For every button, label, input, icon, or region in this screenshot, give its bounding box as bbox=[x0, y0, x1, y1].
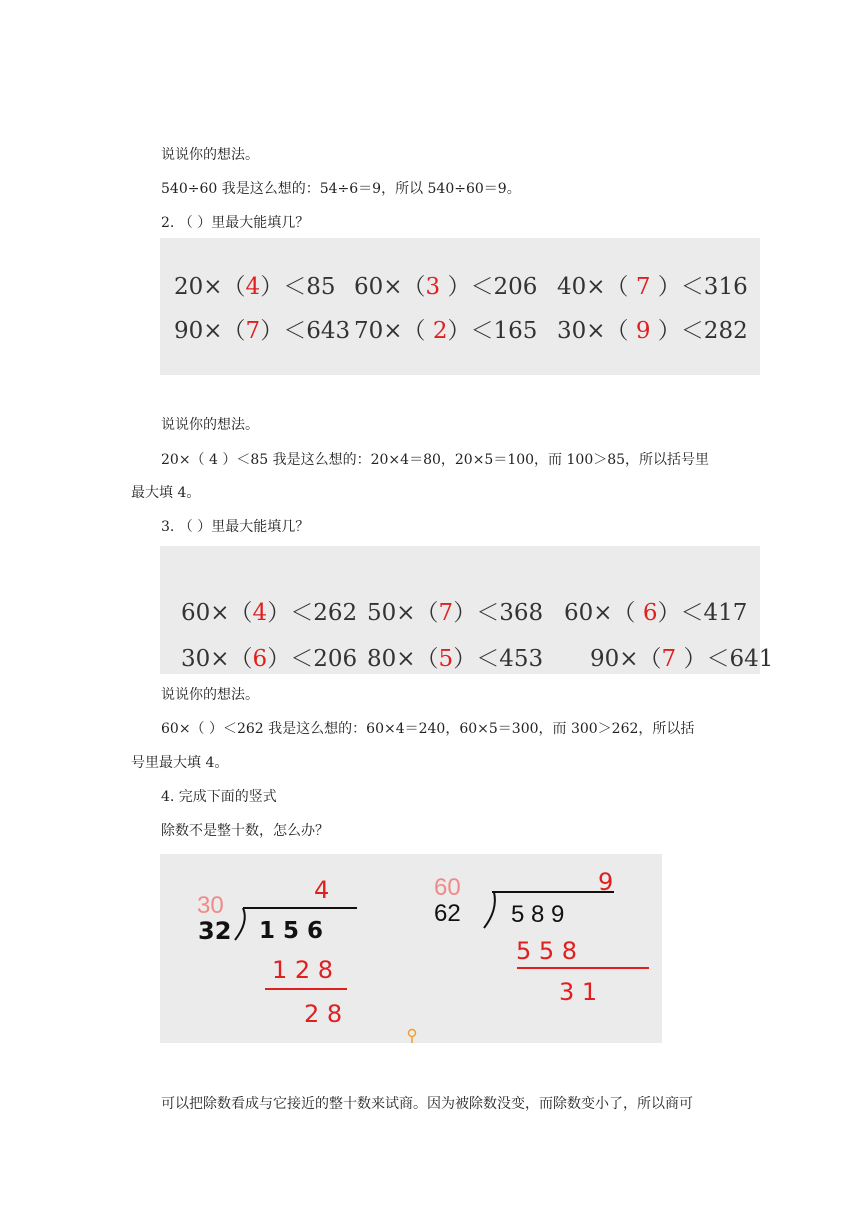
expr-prefix: 70×（ bbox=[354, 318, 433, 344]
expr-prefix: 40×（ bbox=[557, 274, 636, 300]
expr-prefix: 60×（ bbox=[564, 600, 643, 626]
inequality-item bbox=[174, 268, 335, 301]
expr-suffix: ）＜165 bbox=[447, 318, 538, 344]
explanation-text-2a: 20×（ 4 ）＜85 我是这么想的：20×4＝80，20×5＝100，而 100＞85，所以括号里 bbox=[161, 452, 710, 468]
expr-prefix: 80×（ bbox=[367, 646, 439, 672]
inequality-item bbox=[564, 594, 747, 627]
inequality-item bbox=[367, 640, 543, 673]
anchor-marker-icon bbox=[406, 1028, 418, 1044]
expr-suffix: ）＜453 bbox=[453, 646, 544, 672]
partial-product: 1 2 8 bbox=[272, 956, 334, 984]
long-division-box bbox=[160, 854, 662, 1043]
expr-suffix: ）＜641 bbox=[676, 646, 774, 672]
question-2-heading: 2. （ ）里最大能填几？ bbox=[161, 215, 310, 231]
exercise-box-2 bbox=[160, 238, 760, 375]
inequality-item bbox=[557, 268, 748, 301]
expr-prefix: 60×（ bbox=[181, 600, 253, 626]
dividend: 5 8 9 bbox=[511, 901, 565, 928]
answer-digit: 6 bbox=[642, 600, 658, 626]
subtraction-line bbox=[517, 967, 649, 969]
inequality-item bbox=[354, 312, 537, 345]
prompt-text-3: 说说你的想法。 bbox=[161, 687, 259, 703]
prompt-text-2: 说说你的想法。 bbox=[161, 417, 259, 433]
divisor: 62 bbox=[434, 900, 461, 927]
expr-prefix: 90×（ bbox=[590, 646, 662, 672]
explanation-text-2b: 最大填 4。 bbox=[131, 485, 201, 501]
expr-prefix: 30×（ bbox=[181, 646, 253, 672]
inequality-item bbox=[174, 312, 350, 345]
answer-digit: 7 bbox=[635, 274, 651, 300]
question-4-heading: 4. 完成下面的竖式 bbox=[161, 789, 277, 805]
conclusion-text: 可以把除数看成与它接近的整十数来试商。因为被除数没变，而除数变小了，所以商可 bbox=[161, 1096, 693, 1112]
expr-prefix: 90×（ bbox=[174, 318, 246, 344]
expr-suffix: ）＜262 bbox=[267, 600, 358, 626]
inequality-item bbox=[181, 640, 357, 673]
expr-suffix: ）＜206 bbox=[267, 646, 358, 672]
expr-suffix: ）＜417 bbox=[657, 600, 748, 626]
answer-digit: 5 bbox=[438, 646, 454, 672]
expr-suffix: ）＜316 bbox=[650, 274, 748, 300]
answer-digit: 2 bbox=[432, 318, 448, 344]
divisor: 32 bbox=[198, 917, 232, 945]
explanation-text-3b: 号里最大填 4。 bbox=[131, 755, 229, 771]
estimate-divisor: 30 bbox=[197, 892, 224, 919]
expr-suffix: ）＜85 bbox=[260, 274, 336, 300]
exercise-box-3 bbox=[160, 546, 774, 674]
expr-prefix: 50×（ bbox=[367, 600, 439, 626]
question-4-subheading: 除数不是整十数，怎么办？ bbox=[161, 823, 329, 839]
inequality-item bbox=[367, 594, 543, 627]
expr-suffix: ）＜368 bbox=[453, 600, 544, 626]
expr-suffix: ）＜206 bbox=[440, 274, 538, 300]
expr-prefix: 30×（ bbox=[557, 318, 636, 344]
question-3-heading: 3. （ ）里最大能填几？ bbox=[161, 519, 310, 535]
inequality-item bbox=[590, 640, 773, 673]
answer-digit: 6 bbox=[252, 646, 268, 672]
answer-digit: 9 bbox=[635, 318, 651, 344]
answer-digit: 7 bbox=[661, 646, 677, 672]
remainder: 3 1 bbox=[559, 978, 598, 1006]
expr-suffix: ）＜643 bbox=[260, 318, 351, 344]
expr-suffix: ）＜282 bbox=[650, 318, 748, 344]
estimate-divisor: 60 bbox=[434, 874, 461, 901]
inequality-item bbox=[181, 594, 357, 627]
inequality-item bbox=[354, 268, 537, 301]
answer-digit: 7 bbox=[245, 318, 261, 344]
quotient: 9 bbox=[598, 868, 614, 896]
answer-digit: 4 bbox=[252, 600, 268, 626]
subtraction-line bbox=[265, 988, 347, 990]
answer-digit: 3 bbox=[425, 274, 441, 300]
explanation-text-1: 540÷60 我是这么想的：54÷6＝9，所以 540÷60＝9。 bbox=[161, 181, 521, 197]
dividend: 1 5 6 bbox=[259, 918, 324, 944]
prompt-text-1: 说说你的想法。 bbox=[161, 147, 259, 163]
expr-prefix: 20×（ bbox=[174, 274, 246, 300]
partial-product: 5 5 8 bbox=[516, 937, 578, 965]
remainder: 2 8 bbox=[304, 1000, 343, 1028]
expr-prefix: 60×（ bbox=[354, 274, 426, 300]
answer-digit: 7 bbox=[438, 600, 454, 626]
explanation-text-3a: 60×（ ）＜262 我是这么想的：60×4＝240，60×5＝300，而 300＞262，所以括 bbox=[161, 721, 695, 737]
quotient: 4 bbox=[314, 876, 330, 904]
inequality-item bbox=[557, 312, 748, 345]
answer-digit: 4 bbox=[245, 274, 261, 300]
